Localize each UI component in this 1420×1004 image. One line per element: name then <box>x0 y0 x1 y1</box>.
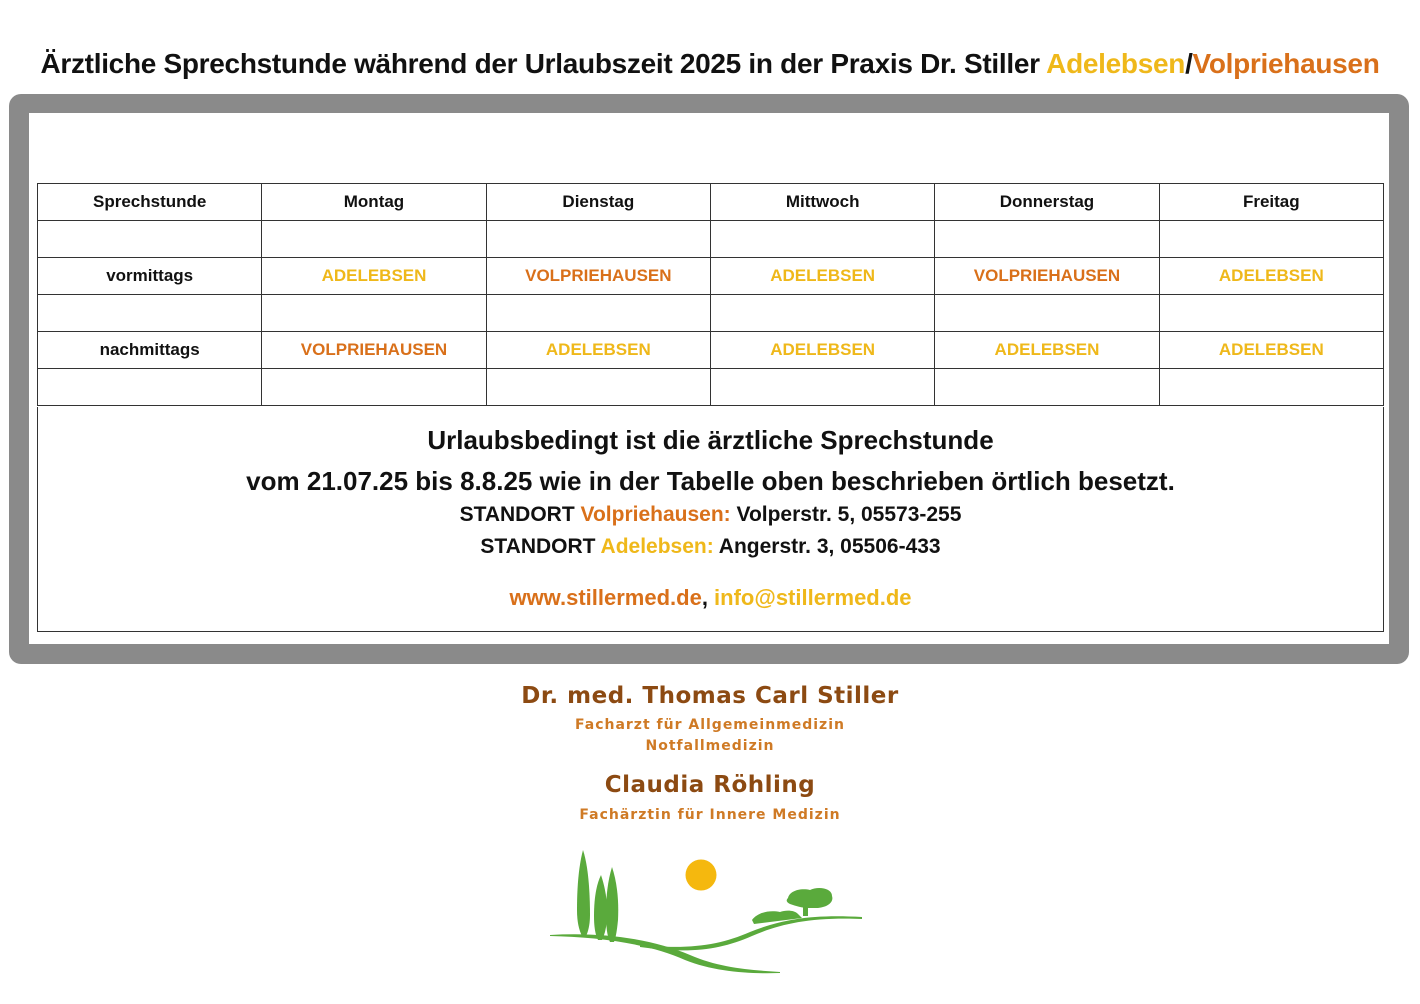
volpriehausen-address: Volperstr. 5, 05573-255 <box>730 503 962 526</box>
cell-montag-nachmittags: VOLPRIEHAUSEN <box>262 332 486 369</box>
table-cell <box>262 221 486 258</box>
table-cell <box>486 369 710 406</box>
cell-montag-vormittags: ADELEBSEN <box>262 258 486 295</box>
title-text: Ärztliche Sprechstunde während der Urlaubszeit 2025 in der Praxis Dr. Stiller <box>40 48 1047 79</box>
header-sprechstunde: Sprechstunde <box>38 184 262 221</box>
location-adelebsen <box>38 535 1383 559</box>
contact-separator: , <box>701 585 715 610</box>
page-title <box>0 48 1420 80</box>
table-cell <box>486 295 710 332</box>
doctor-specialty-roehling: Fachärztin für Innere Medizin <box>579 807 841 823</box>
table-cell <box>935 221 1159 258</box>
table-cell <box>38 369 262 406</box>
table-cell <box>710 221 934 258</box>
table-cell <box>935 295 1159 332</box>
table-row-spacer <box>38 295 1384 332</box>
notice-line-2: vom 21.07.25 bis 8.8.25 wie in der Tabelle oben beschrieben örtlich besetzt. <box>246 466 1175 496</box>
table-cell <box>1159 221 1383 258</box>
title-location-volpriehausen: Volpriehausen <box>1192 48 1380 79</box>
doctor-specialty-stiller-2: Notfallmedizin <box>645 738 775 754</box>
adelebsen-label: Adelebsen: <box>600 535 714 558</box>
cell-dienstag-vormittags: VOLPRIEHAUSEN <box>486 258 710 295</box>
doctor-name-roehling: Claudia Röhling <box>604 772 816 798</box>
landscape-logo-icon <box>540 840 880 985</box>
table-cell <box>486 221 710 258</box>
table-cell <box>1159 295 1383 332</box>
header-donnerstag: Donnerstag <box>935 184 1159 221</box>
header-dienstag: Dienstag <box>486 184 710 221</box>
table-cell <box>262 369 486 406</box>
table-cell <box>1159 369 1383 406</box>
table-cell <box>935 369 1159 406</box>
adelebsen-address: Angerstr. 3, 05506-433 <box>713 535 941 558</box>
schedule-table <box>37 183 1384 406</box>
standort-label: STANDORT <box>459 503 581 526</box>
table-row-nachmittags <box>38 332 1384 369</box>
cell-freitag-vormittags: ADELEBSEN <box>1159 258 1383 295</box>
table-row-spacer <box>38 369 1384 406</box>
schedule-frame <box>9 94 1409 664</box>
doctor-name-stiller: Dr. med. Thomas Carl Stiller <box>521 683 899 709</box>
location-volpriehausen <box>38 503 1383 527</box>
cell-freitag-nachmittags: ADELEBSEN <box>1159 332 1383 369</box>
vacation-notice <box>37 407 1384 632</box>
table-cell <box>38 295 262 332</box>
cell-dienstag-nachmittags: ADELEBSEN <box>486 332 710 369</box>
row-label-vormittags: vormittags <box>38 258 262 295</box>
row-label-nachmittags: nachmittags <box>38 332 262 369</box>
doctor-specialty-stiller-1: Facharzt für Allgemeinmedizin <box>575 717 845 733</box>
notice-line-1: Urlaubsbedingt ist die ärztliche Sprechstunde <box>427 425 994 455</box>
table-row-vormittags <box>38 258 1384 295</box>
email-link[interactable]: info@stillermed.de <box>714 585 912 610</box>
title-separator: / <box>1185 48 1193 79</box>
table-row-spacer <box>38 221 1384 258</box>
table-cell <box>262 295 486 332</box>
table-cell <box>710 369 934 406</box>
schedule-panel <box>29 113 1389 644</box>
header-mittwoch: Mittwoch <box>710 184 934 221</box>
table-header-row <box>38 184 1384 221</box>
cell-mittwoch-nachmittags: ADELEBSEN <box>710 332 934 369</box>
cell-donnerstag-vormittags: VOLPRIEHAUSEN <box>935 258 1159 295</box>
cell-mittwoch-vormittags: ADELEBSEN <box>710 258 934 295</box>
volpriehausen-label: Volpriehausen: <box>580 503 731 526</box>
contact-line <box>38 585 1383 611</box>
table-cell <box>38 221 262 258</box>
cell-donnerstag-nachmittags: ADELEBSEN <box>935 332 1159 369</box>
standort-label: STANDORT <box>480 535 601 558</box>
header-montag: Montag <box>262 184 486 221</box>
header-freitag: Freitag <box>1159 184 1383 221</box>
website-link[interactable]: www.stillermed.de <box>509 585 702 610</box>
table-cell <box>710 295 934 332</box>
title-location-adelebsen: Adelebsen <box>1046 48 1186 79</box>
